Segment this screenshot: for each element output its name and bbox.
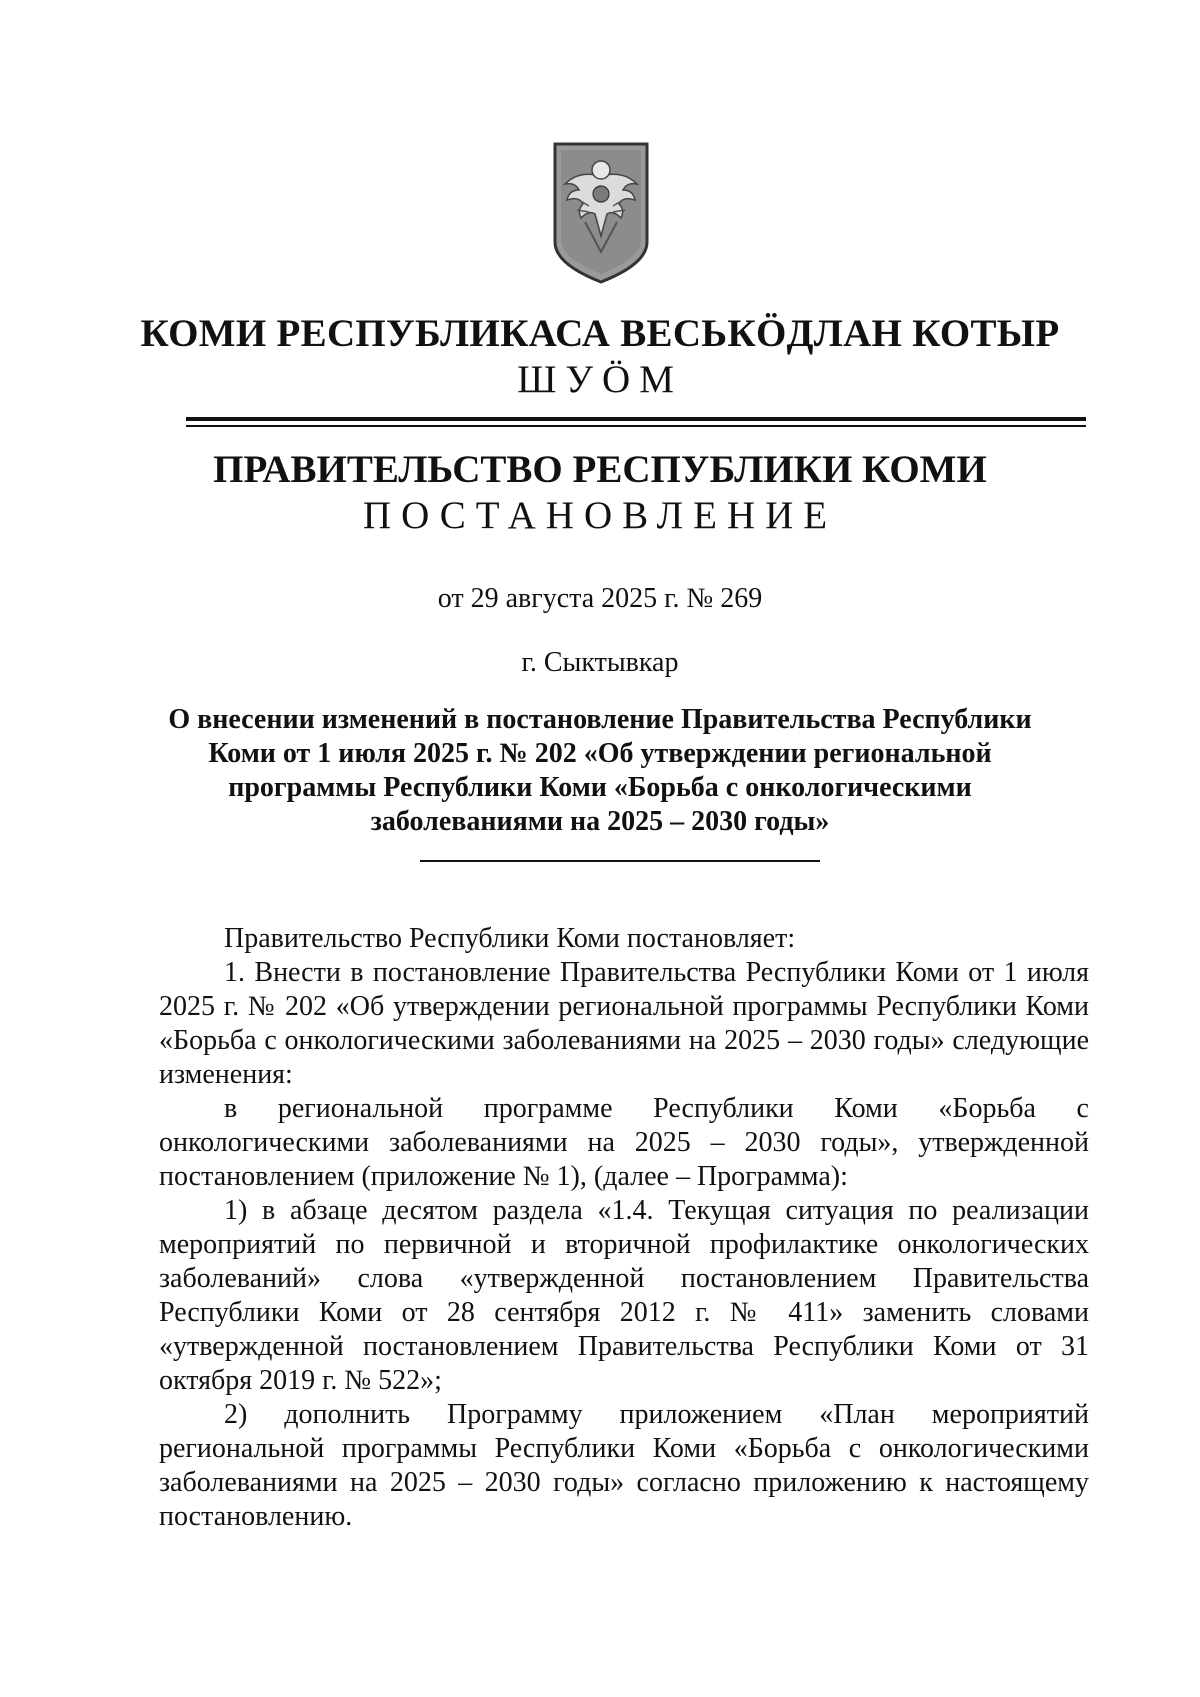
document-date-number: от 29 августа 2025 г. № 269 [437,583,763,614]
document-city: г. Сыктывкар [521,647,679,678]
komi-authority-title: КОМИ РЕСПУБЛИКАСА ВЕСЬКӦДЛАН КОТЫР [140,312,1060,355]
body-paragraph-2: в региональной программе Республики Коми «Борьба с онкологическими заболеваниями на 2025 – 2030 годы», утвержденной постановлением (приложение № 1), (далее – Программа): [159,1093,1089,1192]
document-body [159,922,1089,1534]
header-divider-thick [186,417,1086,421]
body-paragraph-3: 1) в абзаце десятом раздела «1.4. Текущая ситуация по реализации мероприятий по первичной и вторичной профилактике онкологических заболеваний» слова «утвержденной постановлением Правительства Республики Коми от 28 сентября 2012 г. № 411» заменить словами «утвержденной постановлением Правительства Республики Коми от 31 октября 2019 г. № 522»; [159,1195,1089,1396]
body-paragraph-4: 2) дополнить Программу приложением «План мероприятий региональной программы Республики Коми «Борьба с онкологическими заболеваниями на 2025 – 2030 годы» согласно приложению к настоящему постановлению. [159,1399,1089,1532]
subject-underline [420,860,820,862]
header-divider-thin [186,425,1086,427]
document-subject: О внесении изменений в постановление Правительства Республики Коми от 1 июля 2025 г. № 202 «Об утверждении региональной программы Республики Коми «Борьба с онкологическими заболеваниями на 2025 – 2030 годы» [168,704,1032,837]
government-title: ПРАВИТЕЛЬСТВО РЕСПУБЛИКИ КОМИ [213,448,987,491]
body-paragraph-1: 1. Внести в постановление Правительства Республики Коми от 1 июля 2025 г. № 202 «Об утверждении региональной программы Республики Коми «Борьба с онкологическими заболеваниями на 2025 – 2030 годы» следующие изменения: [159,957,1089,1090]
komi-coat-of-arms-icon [549,140,653,286]
komi-document-type: ШУӦМ [517,358,683,401]
document-type: ПОСТАНОВЛЕНИЕ [362,494,838,537]
body-paragraph-intro: Правительство Республики Коми постановляет: [224,923,796,954]
